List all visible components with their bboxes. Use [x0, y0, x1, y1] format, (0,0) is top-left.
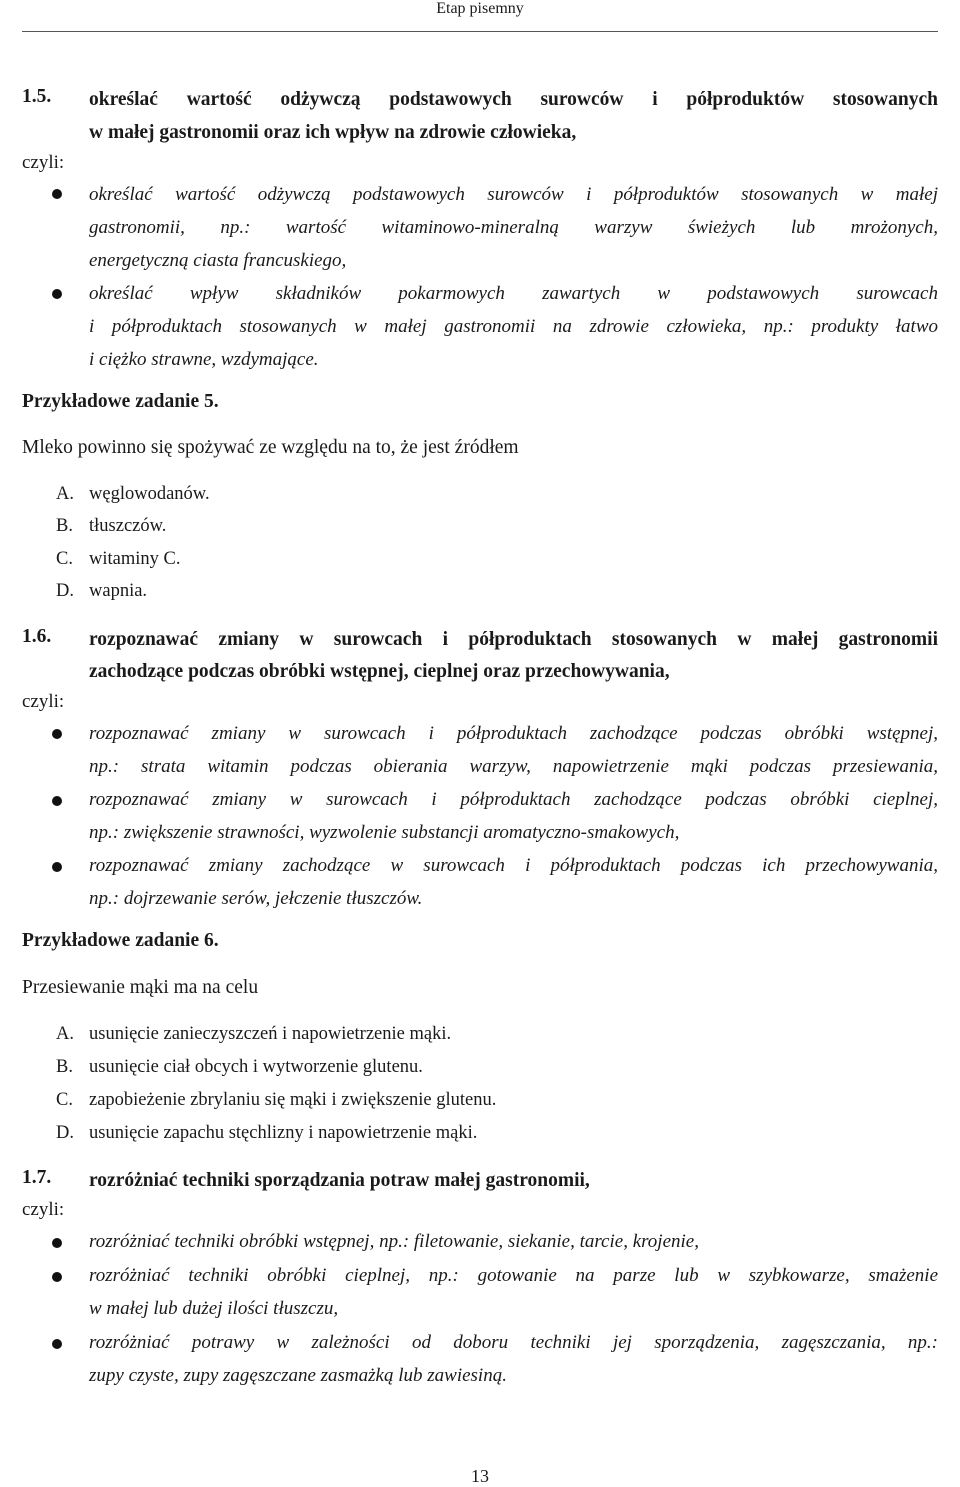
list-item-1-7-2: [89, 1259, 938, 1325]
page-number: 13: [471, 1466, 489, 1486]
option-text-b: usunięcie ciał obcych i wytworzenie glutenu.: [89, 1057, 423, 1077]
section-number-1-7: 1.7.: [22, 1167, 52, 1188]
option-letter-d: D.: [56, 581, 74, 601]
list-item-line: zupy czyste, zupy zagęszczane zasmażką lub zawiesiną.: [89, 1365, 507, 1386]
list-item-1-6-3: [89, 849, 938, 915]
czyli-label-1-6: czyli:: [22, 691, 65, 712]
option-letter-b: B.: [56, 1057, 73, 1077]
section-title-1-7-line1: rozróżniać techniki sporządzania potraw małej gastronomii,: [89, 1170, 590, 1191]
list-item-line: energetyczną ciasta francuskiego,: [89, 250, 347, 271]
bullet-icon: [52, 796, 62, 806]
list-item-line: w małej lub dużej ilości tłuszczu,: [89, 1298, 339, 1319]
option-letter-b: B.: [56, 516, 73, 536]
option-text-c: zapobieżenie zbrylaniu się mąki i zwiększenie glutenu.: [89, 1090, 497, 1110]
section-title-1-5-line2: w małej gastronomii oraz ich wpływ na zdrowie człowieka,: [89, 122, 577, 143]
page-header: [0, 0, 960, 34]
task-question-6: Przesiewanie mąki ma na celu: [22, 977, 259, 998]
task-title-6: Przykładowe zadanie 6.: [22, 930, 219, 951]
section-title-1-6-line1: rozpoznawać zmiany w surowcach i półproduktach stosowanych w małej gastronomii: [89, 629, 938, 650]
header-title: Etap pisemny: [436, 0, 524, 17]
list-item-line: i półproduktach stosowanych w małej gastronomii na zdrowie człowieka, np.: produkty łatwo: [89, 316, 938, 337]
list-item-line: np.: zwiększenie strawności, wyzwolenie substancji aromatyczno-smakowych,: [89, 822, 680, 843]
list-item-line: rozróżniać potrawy w zależności od doboru techniki jej sporządzenia, zagęszczania, np.:: [89, 1332, 938, 1353]
header-divider: [22, 31, 938, 32]
czyli-label-1-5: czyli:: [22, 152, 65, 173]
section-title-1-6-line2: zachodzące podczas obróbki wstępnej, cieplnej oraz przechowywania,: [89, 661, 670, 682]
option-text-d: usunięcie zapachu stęchlizny i napowietrzenie mąki.: [89, 1123, 478, 1143]
list-item-line: i ciężko strawne, wzdymające.: [89, 349, 319, 370]
bullet-icon: [52, 289, 62, 299]
option-letter-c: C.: [56, 1090, 73, 1110]
list-item-1-6-1: [89, 717, 938, 783]
option-text-d: wapnia.: [89, 581, 148, 601]
option-letter-a: A.: [56, 484, 74, 504]
list-item-line: np.: dojrzewanie serów, jełczenie tłuszczów.: [89, 888, 423, 909]
bullet-icon: [52, 862, 62, 872]
list-item-line: określać wartość odżywczą podstawowych surowców i półproduktów stosowanych w małej: [89, 184, 938, 205]
bullet-icon: [52, 1272, 62, 1282]
list-item-line: rozróżniać techniki obróbki wstępnej, np.: filetowanie, siekanie, tarcie, krojenie,: [89, 1231, 699, 1252]
option-letter-d: D.: [56, 1123, 74, 1143]
list-item-line: rozpoznawać zmiany zachodzące w surowcach i półproduktach podczas ich przechowywania,: [89, 855, 938, 876]
task-title-5: Przykładowe zadanie 5.: [22, 391, 219, 412]
option-letter-a: A.: [56, 1024, 74, 1044]
list-item-line: np.: strata witamin podczas obierania warzyw, napowietrzenie mąki podczas przesiewania,: [89, 756, 938, 777]
bullet-icon: [52, 189, 62, 199]
list-item-line: określać wpływ składników pokarmowych zawartych w podstawowych surowcach: [89, 283, 938, 304]
section-title-1-5-line1: określać wartość odżywczą podstawowych surowców i półproduktów stosowanych: [89, 89, 938, 110]
task-question-5: Mleko powinno się spożywać ze względu na to, że jest źródłem: [22, 437, 519, 458]
option-text-a: węglowodanów.: [89, 484, 210, 504]
bullet-icon: [52, 1339, 62, 1349]
list-item-1-6-2: [89, 783, 938, 849]
bullet-icon: [52, 1238, 62, 1248]
list-item-line: rozpoznawać zmiany w surowcach i półproduktach zachodzące podczas obróbki cieplnej,: [89, 789, 938, 810]
option-text-b: tłuszczów.: [89, 516, 167, 536]
section-number-1-5: 1.5.: [22, 86, 52, 107]
list-item-1-7-3: [89, 1326, 938, 1392]
list-item-line: rozpoznawać zmiany w surowcach i półproduktach zachodzące podczas obróbki wstępnej,: [89, 723, 938, 744]
list-item-line: rozróżniać techniki obróbki cieplnej, np.: gotowanie na parze lub w szybkowarze, smażenie: [89, 1265, 938, 1286]
section-number-1-6: 1.6.: [22, 626, 52, 647]
option-text-a: usunięcie zanieczyszczeń i napowietrzenie mąki.: [89, 1024, 452, 1044]
list-item-line: gastronomii, np.: wartość witaminowo-mineralną warzyw świeżych lub mrożonych,: [89, 217, 938, 238]
czyli-label-1-7: czyli:: [22, 1199, 65, 1220]
option-text-c: witaminy C.: [89, 549, 181, 569]
list-item-1-7-1: [89, 1225, 938, 1258]
list-item-1-5-1: [89, 178, 938, 277]
option-letter-c: C.: [56, 549, 73, 569]
list-item-1-5-2: [89, 277, 938, 376]
bullet-icon: [52, 729, 62, 739]
